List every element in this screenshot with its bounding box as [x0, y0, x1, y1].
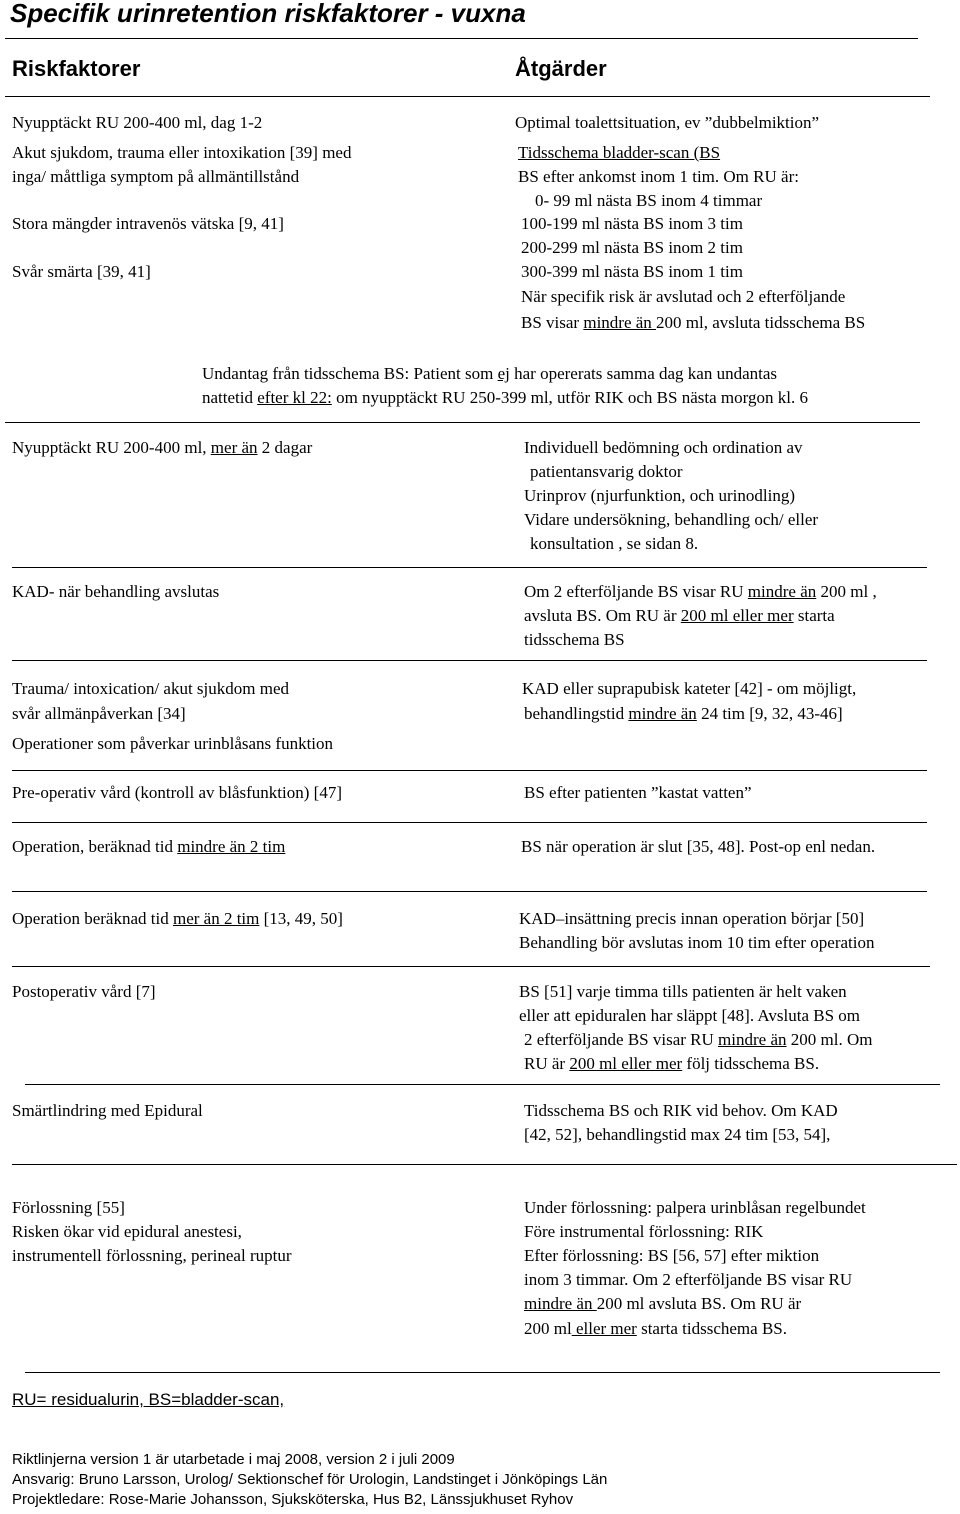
- action-10-line-4: inom 3 timmar. Om 2 efterföljande BS visar RU: [524, 1270, 853, 1289]
- action-7-line-2: Behandling bör avslutas inom 10 tim efter operation: [519, 933, 875, 952]
- action-4-line-1: KAD eller suprapubisk kateter [42] - om möjligt,: [522, 679, 857, 698]
- risk-6: Operation, beräknad tid mindre än 2 tim: [12, 837, 286, 856]
- action-1-line-9: BS visar mindre än 200 ml, avsluta tidsschema BS: [521, 313, 866, 332]
- risk-2: Nyupptäckt RU 200-400 ml, mer än 2 dagar: [12, 438, 313, 457]
- risk-8: Postoperativ vård [7]: [12, 982, 156, 1001]
- action-2-line-3: Urinprov (njurfunktion, och urinodling): [524, 486, 796, 505]
- action-3-line-3: tidsschema BS: [524, 630, 625, 649]
- action-10-line-3: Efter förlossning: BS [56, 57] efter miktion: [524, 1246, 820, 1265]
- risk-9: Smärtlindring med Epidural: [12, 1101, 203, 1120]
- action-1-line-6: 200-299 ml nästa BS inom 2 tim: [521, 238, 743, 257]
- risk-1-line-3: inga/ måttliga symptom på allmäntillstånd: [12, 167, 300, 186]
- risk-1-line-4: Stora mängder intravenös vätska [9, 41]: [12, 214, 284, 233]
- action-2-line-5: konsultation , se sidan 8.: [530, 534, 699, 553]
- action-1-line-5: 100-199 ml nästa BS inom 3 tim: [521, 214, 743, 233]
- risk-1-line-2: Akut sjukdom, trauma eller intoxikation [39] med: [12, 143, 352, 162]
- action-8-line-4: RU är 200 ml eller mer följ tidsschema BS.: [524, 1054, 820, 1073]
- risk-7: Operation beräknad tid mer än 2 tim [13, 49, 50]: [12, 909, 343, 928]
- action-8-line-1: BS [51] varje timma tills patienten är helt vaken: [519, 982, 847, 1001]
- action-10-line-6: 200 ml eller mer starta tidsschema BS.: [524, 1319, 787, 1338]
- section-rule: [12, 567, 927, 568]
- action-8-line-3: 2 efterföljande BS visar RU mindre än 200 ml. Om: [524, 1030, 873, 1049]
- footer-project-lead: Projektledare: Rose-Marie Johansson, Sjuksköterska, Hus B2, Länssjukhuset Ryhov: [12, 1491, 574, 1508]
- section-rule: [12, 660, 927, 661]
- section-rule: [25, 1084, 940, 1085]
- exception-line-1: Undantag från tidsschema BS: Patient som ej har opererats samma dag kan undantas: [202, 364, 778, 383]
- page-title: Specifik urinretention riskfaktorer - vuxna: [10, 0, 526, 28]
- risk-4-line-2: svår allmänpåverkan [34]: [12, 704, 186, 723]
- footer-version: Riktlinjerna version 1 är utarbetade i maj 2008, version 2 i juli 2009: [12, 1451, 455, 1468]
- risk-4-line-3: Operationer som påverkar urinblåsans funktion: [12, 734, 334, 753]
- risk-10-line-2: Risken ökar vid epidural anestesi,: [12, 1222, 242, 1241]
- action-8-line-2: eller att epiduralen har släppt [48]. Avsluta BS om: [519, 1006, 861, 1025]
- action-9-line-1: Tidsschema BS och RIK vid behov. Om KAD: [524, 1101, 838, 1120]
- risk-1-line-5: Svår smärta [39, 41]: [12, 262, 151, 281]
- action-9-line-2: [42, 52], behandlingstid max 24 tim [53, 54],: [524, 1125, 831, 1144]
- risk-3: KAD- när behandling avslutas: [12, 582, 220, 601]
- risk-5: Pre-operativ vård (kontroll av blåsfunktion) [47]: [12, 783, 342, 802]
- action-4-line-2: behandlingstid mindre än 24 tim [9, 32, 43-46]: [524, 704, 843, 723]
- action-10-line-5: mindre än 200 ml avsluta BS. Om RU är: [524, 1294, 802, 1313]
- action-6: BS när operation är slut [35, 48]. Post-op enl nedan.: [521, 837, 876, 856]
- action-7-line-1: KAD–insättning precis innan operation börjar [50]: [519, 909, 865, 928]
- risk-10-line-3: instrumentell förlossning, perineal ruptur: [12, 1246, 292, 1265]
- action-2-line-4: Vidare undersökning, behandling och/ eller: [524, 510, 819, 529]
- footer-responsible: Ansvarig: Bruno Larsson, Urolog/ Sektionschef för Urologin, Landstinget i Jönköpings Län: [12, 1471, 608, 1488]
- section-rule: [12, 770, 927, 771]
- action-1-line-4: 0- 99 ml nästa BS inom 4 timmar: [535, 191, 763, 210]
- column-header-risk: Riskfaktorer: [12, 56, 141, 81]
- column-header-action: Åtgärder: [515, 56, 607, 81]
- section-rule: [12, 891, 927, 892]
- action-1-line-7: 300-399 ml nästa BS inom 1 tim: [521, 262, 743, 281]
- action-2-line-2: patientansvarig doktor: [530, 462, 683, 481]
- risk-10-line-1: Förlossning [55]: [12, 1198, 125, 1217]
- action-10-line-2: Före instrumental förlossning: RIK: [524, 1222, 764, 1241]
- action-2-line-1: Individuell bedömning och ordination av: [524, 438, 803, 457]
- action-1-line-1: Optimal toalettsituation, ev ”dubbelmiktion”: [515, 113, 820, 132]
- abbreviation-legend: RU= residualurin, BS=bladder-scan,: [12, 1390, 285, 1409]
- header-rule: [5, 96, 930, 97]
- action-1-line-3: BS efter ankomst inom 1 tim. Om RU är:: [518, 167, 799, 186]
- action-10-line-1: Under förlossning: palpera urinblåsan regelbundet: [524, 1198, 866, 1217]
- section-rule: [12, 1164, 957, 1165]
- action-1-line-2: Tidsschema bladder-scan (BS: [518, 143, 721, 162]
- section-rule: [12, 966, 930, 967]
- section-rule: [25, 1372, 940, 1373]
- section-rule: [5, 422, 920, 423]
- title-rule: [5, 38, 918, 39]
- exception-line-2: nattetid efter kl 22: om nyupptäckt RU 250-399 ml, utför RIK och BS nästa morgon kl. 6: [202, 388, 808, 407]
- action-1-line-8: När specifik risk är avslutad och 2 efterföljande: [521, 287, 846, 306]
- action-5: BS efter patienten ”kastat vatten”: [524, 783, 752, 802]
- action-3-line-2: avsluta BS. Om RU är 200 ml eller mer starta: [524, 606, 835, 625]
- risk-4-line-1: Trauma/ intoxication/ akut sjukdom med: [12, 679, 290, 698]
- action-3-line-1: Om 2 efterföljande BS visar RU mindre än 200 ml ,: [524, 582, 877, 601]
- risk-1-line-1: Nyupptäckt RU 200-400 ml, dag 1-2: [12, 113, 263, 132]
- section-rule: [12, 822, 927, 823]
